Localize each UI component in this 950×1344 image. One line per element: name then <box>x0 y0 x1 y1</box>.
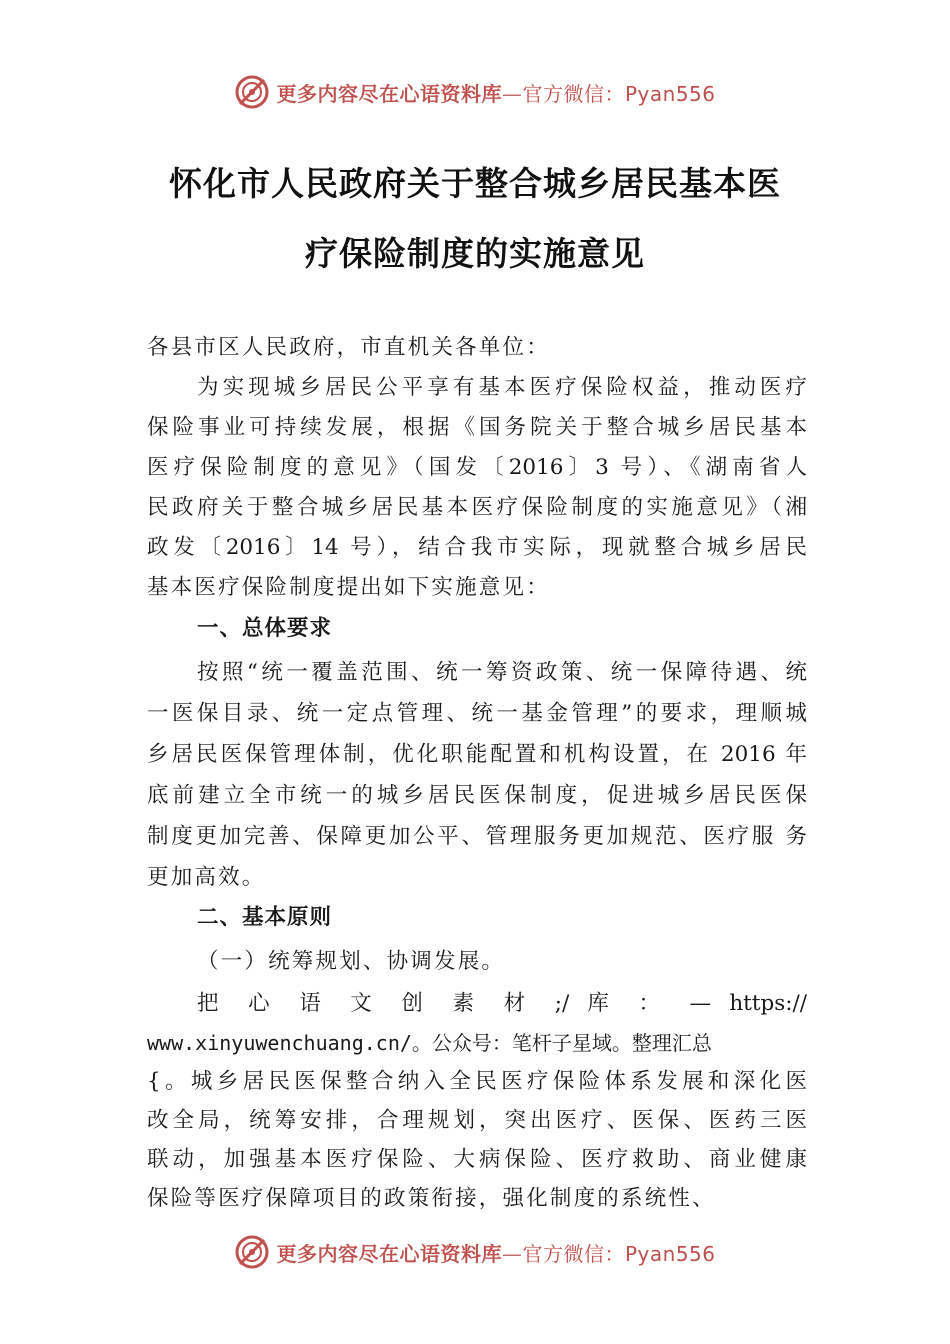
subsection1-line: 改全局，统筹安排，合理规划，突出医疗、医保、医药三医 <box>147 1108 807 1133</box>
watermark-wechat-id: Pyan556 <box>624 81 716 106</box>
intro-line: 医疗保险制度的意见》（国发〔2016〕3 号）、《湖南省人 <box>147 455 807 480</box>
section1-line: 更加高效。 <box>147 865 266 890</box>
subsection1-line: {。城乡居民医保整合纳入全民医疗保险体系发展和深化医 <box>147 1069 807 1094</box>
section-heading-basic-principles: 二、基本原则 <box>197 905 333 930</box>
watermark-text <box>276 1238 715 1267</box>
watermark-separator: — <box>501 81 523 106</box>
watermark-official: 官方微信： <box>522 81 625 106</box>
watermark-logo-icon <box>234 1234 270 1270</box>
intro-line: 基本医疗保险制度提出如下实施意见： <box>147 575 550 600</box>
subsection1-line: www.xinyuwenchuang.cn/。公众号：笔杆子星域。整理汇总 <box>147 1031 712 1055</box>
watermark-header <box>0 72 950 112</box>
subsection1-line: 把 心 语 文 创 素 材 ;/ 库 ： — https:// <box>197 991 807 1016</box>
document-title-line2: 疗保险制度的实施意见 <box>305 234 645 273</box>
subsection1-line: 联动，加强基本医疗保险、大病保险、医疗救助、商业健康 <box>147 1147 807 1172</box>
intro-line: 政发〔2016〕14 号），结合我市实际，现就整合城乡居民 <box>147 535 807 560</box>
section1-line: 一医保目录、统一定点管理、统一基金管理”的要求，理顺城 <box>147 701 807 726</box>
watermark-wechat-id: Pyan556 <box>624 1241 716 1266</box>
document-title-line1: 怀化市人民政府关于整合城乡居民基本医 <box>169 164 781 203</box>
section1-line: 制度更加完善、保障更加公平、管理服务更加规范、医疗服 务 <box>147 824 807 849</box>
intro-line: 为实现城乡居民公平享有基本医疗保险权益，推动医疗 <box>197 375 807 400</box>
salutation: 各县市区人民政府，市直机关各单位： <box>147 335 550 360</box>
section-heading-general-requirements: 一、总体要求 <box>197 616 333 641</box>
watermark-separator: — <box>501 1241 523 1266</box>
section1-line: 按照“统一覆盖范围、统一筹资政策、统一保障待遇、统 <box>197 660 807 685</box>
section1-line: 底前建立全市统一的城乡居民医保制度，促进城乡居民医保 <box>147 783 807 808</box>
watermark-main: 更多内容尽在心语资料库 <box>276 81 502 106</box>
watermark-main: 更多内容尽在心语资料库 <box>276 1241 502 1266</box>
subsection1-line: 保险等医疗保障项目的政策衔接，强化制度的系统性、 <box>147 1186 716 1211</box>
subsection-heading-overall-planning: （一）统筹规划、协调发展。 <box>197 949 506 974</box>
section1-line: 乡居民医保管理体制，优化职能配置和机构设置，在 2016 年 <box>147 742 807 767</box>
watermark-official: 官方微信： <box>522 1241 625 1266</box>
watermark-footer <box>0 1232 950 1272</box>
watermark-text <box>276 78 715 107</box>
intro-line: 保险事业可持续发展，根据《国务院关于整合城乡居民基本 <box>147 415 807 440</box>
intro-line: 民政府关于整合城乡居民基本医疗保险制度的实施意见》（湘 <box>147 495 807 520</box>
watermark-logo-icon <box>234 74 270 110</box>
